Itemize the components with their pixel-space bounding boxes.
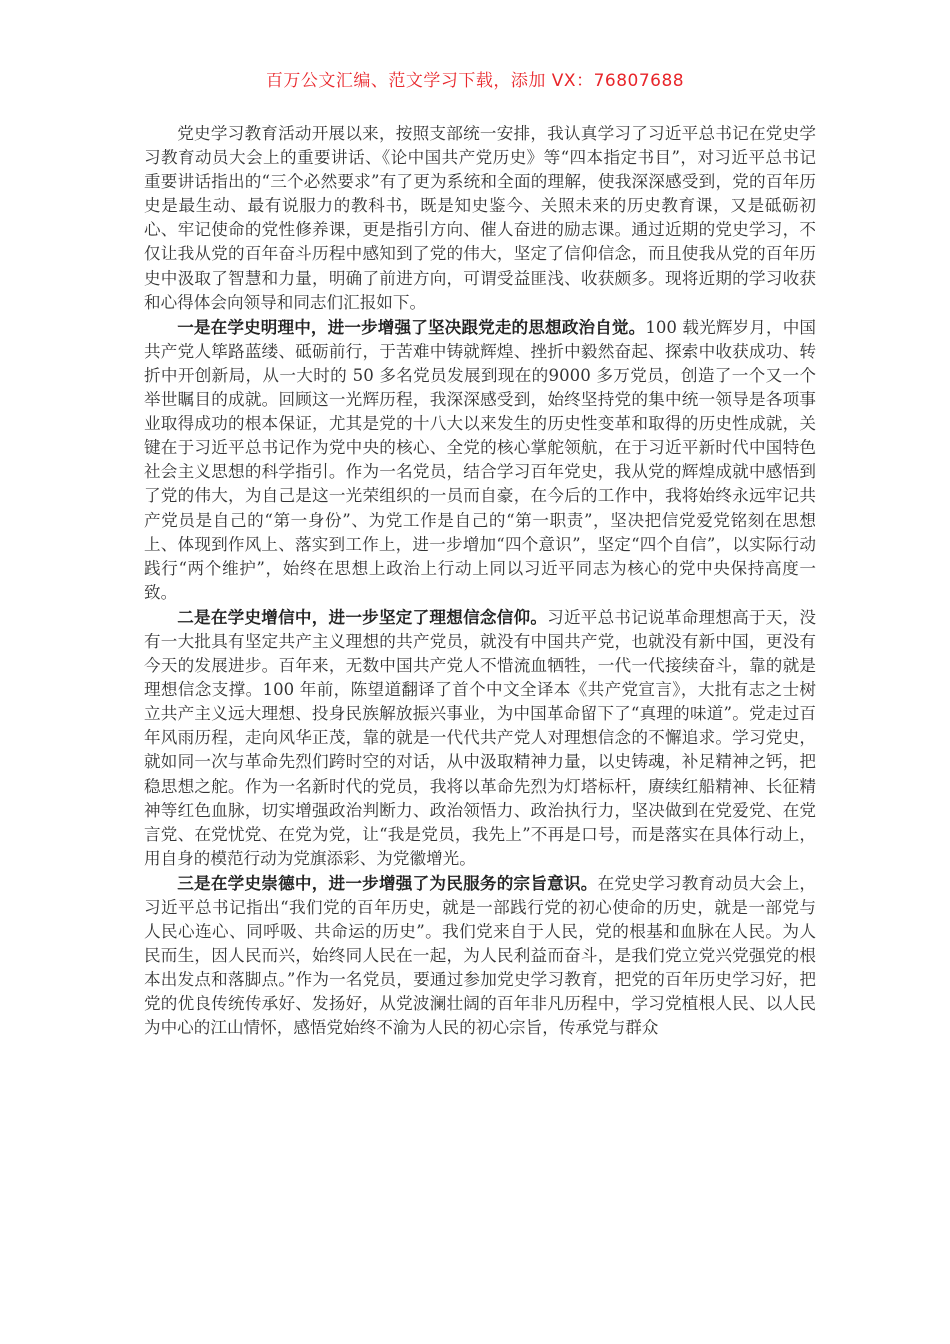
paragraph-text: 在党史学习教育动员大会上，习近平总书记指出“我们党的百年历史，就是一部践行党的初心使命的历史，就是一部党与人民心连心、同呼吸、共命运的历史”。我们党来自于人民，党的根基和血脉在人民。为人民而生，因人民而兴，始终同人民在一起，为人民利益而奋斗，是我们党立党兴党强党的根本出发点和落脚点。”作为一名党员，要通过参加党史学习教育，把党的百年历史学习好，把党的优良传统传承好、发扬好，从党波澜壮阔的百年非凡历程中，学习党植根人民、以人民为中心的江山情怀，感悟党始终不渝为人民的初心宗旨，传承党与群众 <box>144 873 817 1038</box>
paragraph-point-three <box>144 871 816 1041</box>
paragraph-lead: 三是在学史崇德中，进一步增强了为民服务的宗旨意识。 <box>177 872 598 893</box>
document-body <box>144 122 816 1041</box>
paragraph-point-one <box>144 315 816 605</box>
paragraph-text: 习近平总书记说革命理想高于天，没有一大批具有坚定共产主义理想的共产党员，就没有中国共产党，也就没有新中国，更没有今天的发展进步。百年来，无数中国共产党人不惜流血牺牲，一代一代接续奋斗，靠的就是理想信念支撑。100 年前，陈望道翻译了首个中文全译本《共产党宣言》，大批有志之士树立共产主义远大理想、投身民族解放振兴事业，为中国革命留下了“真理的味道”。党走过百年风雨历程，走向风华正茂，靠的就是一代代共产党人对理想信念的不懈追求。学习党史，就如同一次与革命先烈们跨时空的对话，从中汲取精神力量，以史铸魂，补足精神之钙，把稳思想之舵。作为一名新时代的党员，我将以革命先烈为灯塔标杆，赓续红船精神、长征精神等红色血脉，切实增强政治判断力、政治领悟力、政治执行力，坚决做到在党爱党、在党言党、在党忧党、在党为党，让“我是党员，我先上”不再是口号，而是落实在具体行动上，用自身的模范行动为党旗添彩、为党徽增光。 <box>144 607 817 868</box>
paragraph-text: 党史学习教育活动开展以来，按照支部统一安排，我认真学习了习近平总书记在党史学习教育动员大会上的重要讲话、《论中国共产党历史》等“四本指定书目”，对习近平总书记重要讲话指出的“三个必然要求”有了更为系统和全面的理解，使我深深感受到，党的百年历史是最生动、最有说服力的教科书，既是知史鉴今、关照未来的历史教育课，又是砥砺初心、牢记使命的党性修养课，更是指引方向、催人奋进的励志课。通过近期的党史学习，不仅让我从党的百年奋斗历程中感知到了党的伟大，坚定了信仰信念，而且使我从党的百年历史中汲取了智慧和力量，明确了前进方向，可谓受益匪浅、收获颇多。现将近期的学习收获和心得体会向领导和同志们汇报如下。 <box>144 124 816 312</box>
paragraph-lead: 二是在学史增信中，进一步坚定了理想信念信仰。 <box>177 606 548 627</box>
paragraph-intro <box>144 122 816 315</box>
paragraph-text: 100 载光辉岁月，中国共产党人筚路蓝缕、砥砺前行，于苦难中铸就辉煌、挫折中毅然奋起、探索中收获成功、转折中开创新局，从一大时的 50 多名党员发展到现在的9000 多万党员，创造了一个又一个举世瞩目的成就。回顾这一光辉历程，我深深感受到，始终坚持党的集中统一领导是各项事业取得成功的根本保证，尤其是党的十八大以来发生的历史性变革和取得的历史性成就，关键在于习近平总书记作为党中央的核心、全党的核心掌舵领航，在于习近平新时代中国特色社会主义思想的科学指引。作为一名党员，结合学习百年党史，我从党的辉煌成就中感悟到了党的伟大，为自己是这一光荣组织的一员而自豪，在今后的工作中，我将始终永远牢记共产党员是自己的“第一身份”、为党工作是自己的“第一职责”，坚决把信党爱党铭刻在思想上、体现到作风上、落实到工作上，进一步增加“四个意识”，坚定“四个自信”，以实际行动践行“两个维护”，始终在思想上政治上行动上同以习近平同志为核心的党中央保持高度一致。 <box>144 317 817 602</box>
page-header: 百万公文汇编、范文学习下载，添加 VX：76807688 <box>265 71 685 91</box>
paragraph-point-two <box>144 605 816 871</box>
paragraph-lead: 一是在学史明理中，进一步增强了坚决跟党走的思想政治自觉。 <box>177 316 646 337</box>
